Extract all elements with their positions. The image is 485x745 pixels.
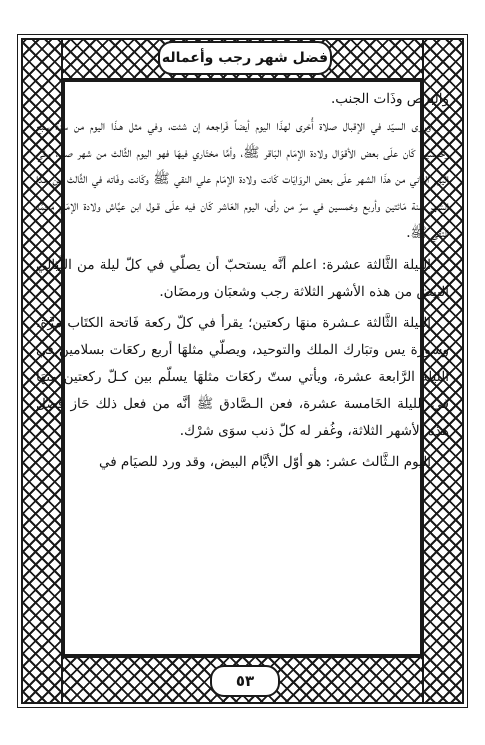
paragraph-2: وروى السيّد في الإقبال صلاة أُخرى لهذَا اليوم أيضاً فَراجعه إن شئت، وفي مثل هـذَا اليوم من سنة سبع وخمسين كَان علَى بعض الأقوَال ولادة الإمَام البَاقر ﷺ، وأمَّا مختَاري فيهَا فهو اليوم الثَّالث من شهر صفر، وفي اليوم الثَّاني من هذَا الشهر علَى بعض الروَايَات كَانت ولادة الإمَام علي النقي ﷺ وكَانت وفَاته في الثَّالث من هـذَا الشهر سنة مَائتين وأربع وخمسين في سرّ من رأى، اليوم العَاشر كَان فيه علَى قـول ابن عيَّاش ولادة الإمَام محمَّد التقي ﷺ. bbox=[36, 117, 449, 241]
body-text bbox=[36, 86, 449, 652]
running-header bbox=[158, 41, 332, 75]
paragraph-5: اليوم الـثَّالث عشر: هو أوّل الأيَّام البيض، وقد ورد للصيَام في bbox=[98, 454, 431, 471]
page-number bbox=[210, 665, 280, 697]
header-title: فضل شهر رجب وأعماله bbox=[161, 50, 329, 66]
paragraph-4: الليلة الثَّالثة عـشرة منهَا ركعتين؛ يقرأ في كلّ ركعة فَاتحة الكتَاب مرَّة، وسورة يس وتبَارك الملك والتوحيد، ويصلّي مثلهَا أربع ركعَات بسلامين في الليلة الرَّابعة عشرة، ويأتي ستّ ركعَات مثلهَا يسلّم بين كـلّ ركعتين منهَا في الليلة الخَامسة عشرة، فعن الـصَّادق ﷺ أنَّه من فعل ذلك حَاز فضل هذه الأشهر الثلاثة، وغُفر له كلّ ذنب سوَى شرْك. bbox=[36, 315, 449, 439]
page-number-text: ٥٣ bbox=[235, 672, 255, 690]
paragraph-1: وَالبرص وذَات الجنب. bbox=[331, 91, 449, 107]
paragraph-3: الليلة الثَّالثة عشرة: اعلم أنَّه يستحبّ أن يصلّي في كلّ ليلة من اللّيَالي البيض من هذه الأشهر الثلاثة رجب وشعبَان ورمضَان. bbox=[36, 256, 449, 300]
